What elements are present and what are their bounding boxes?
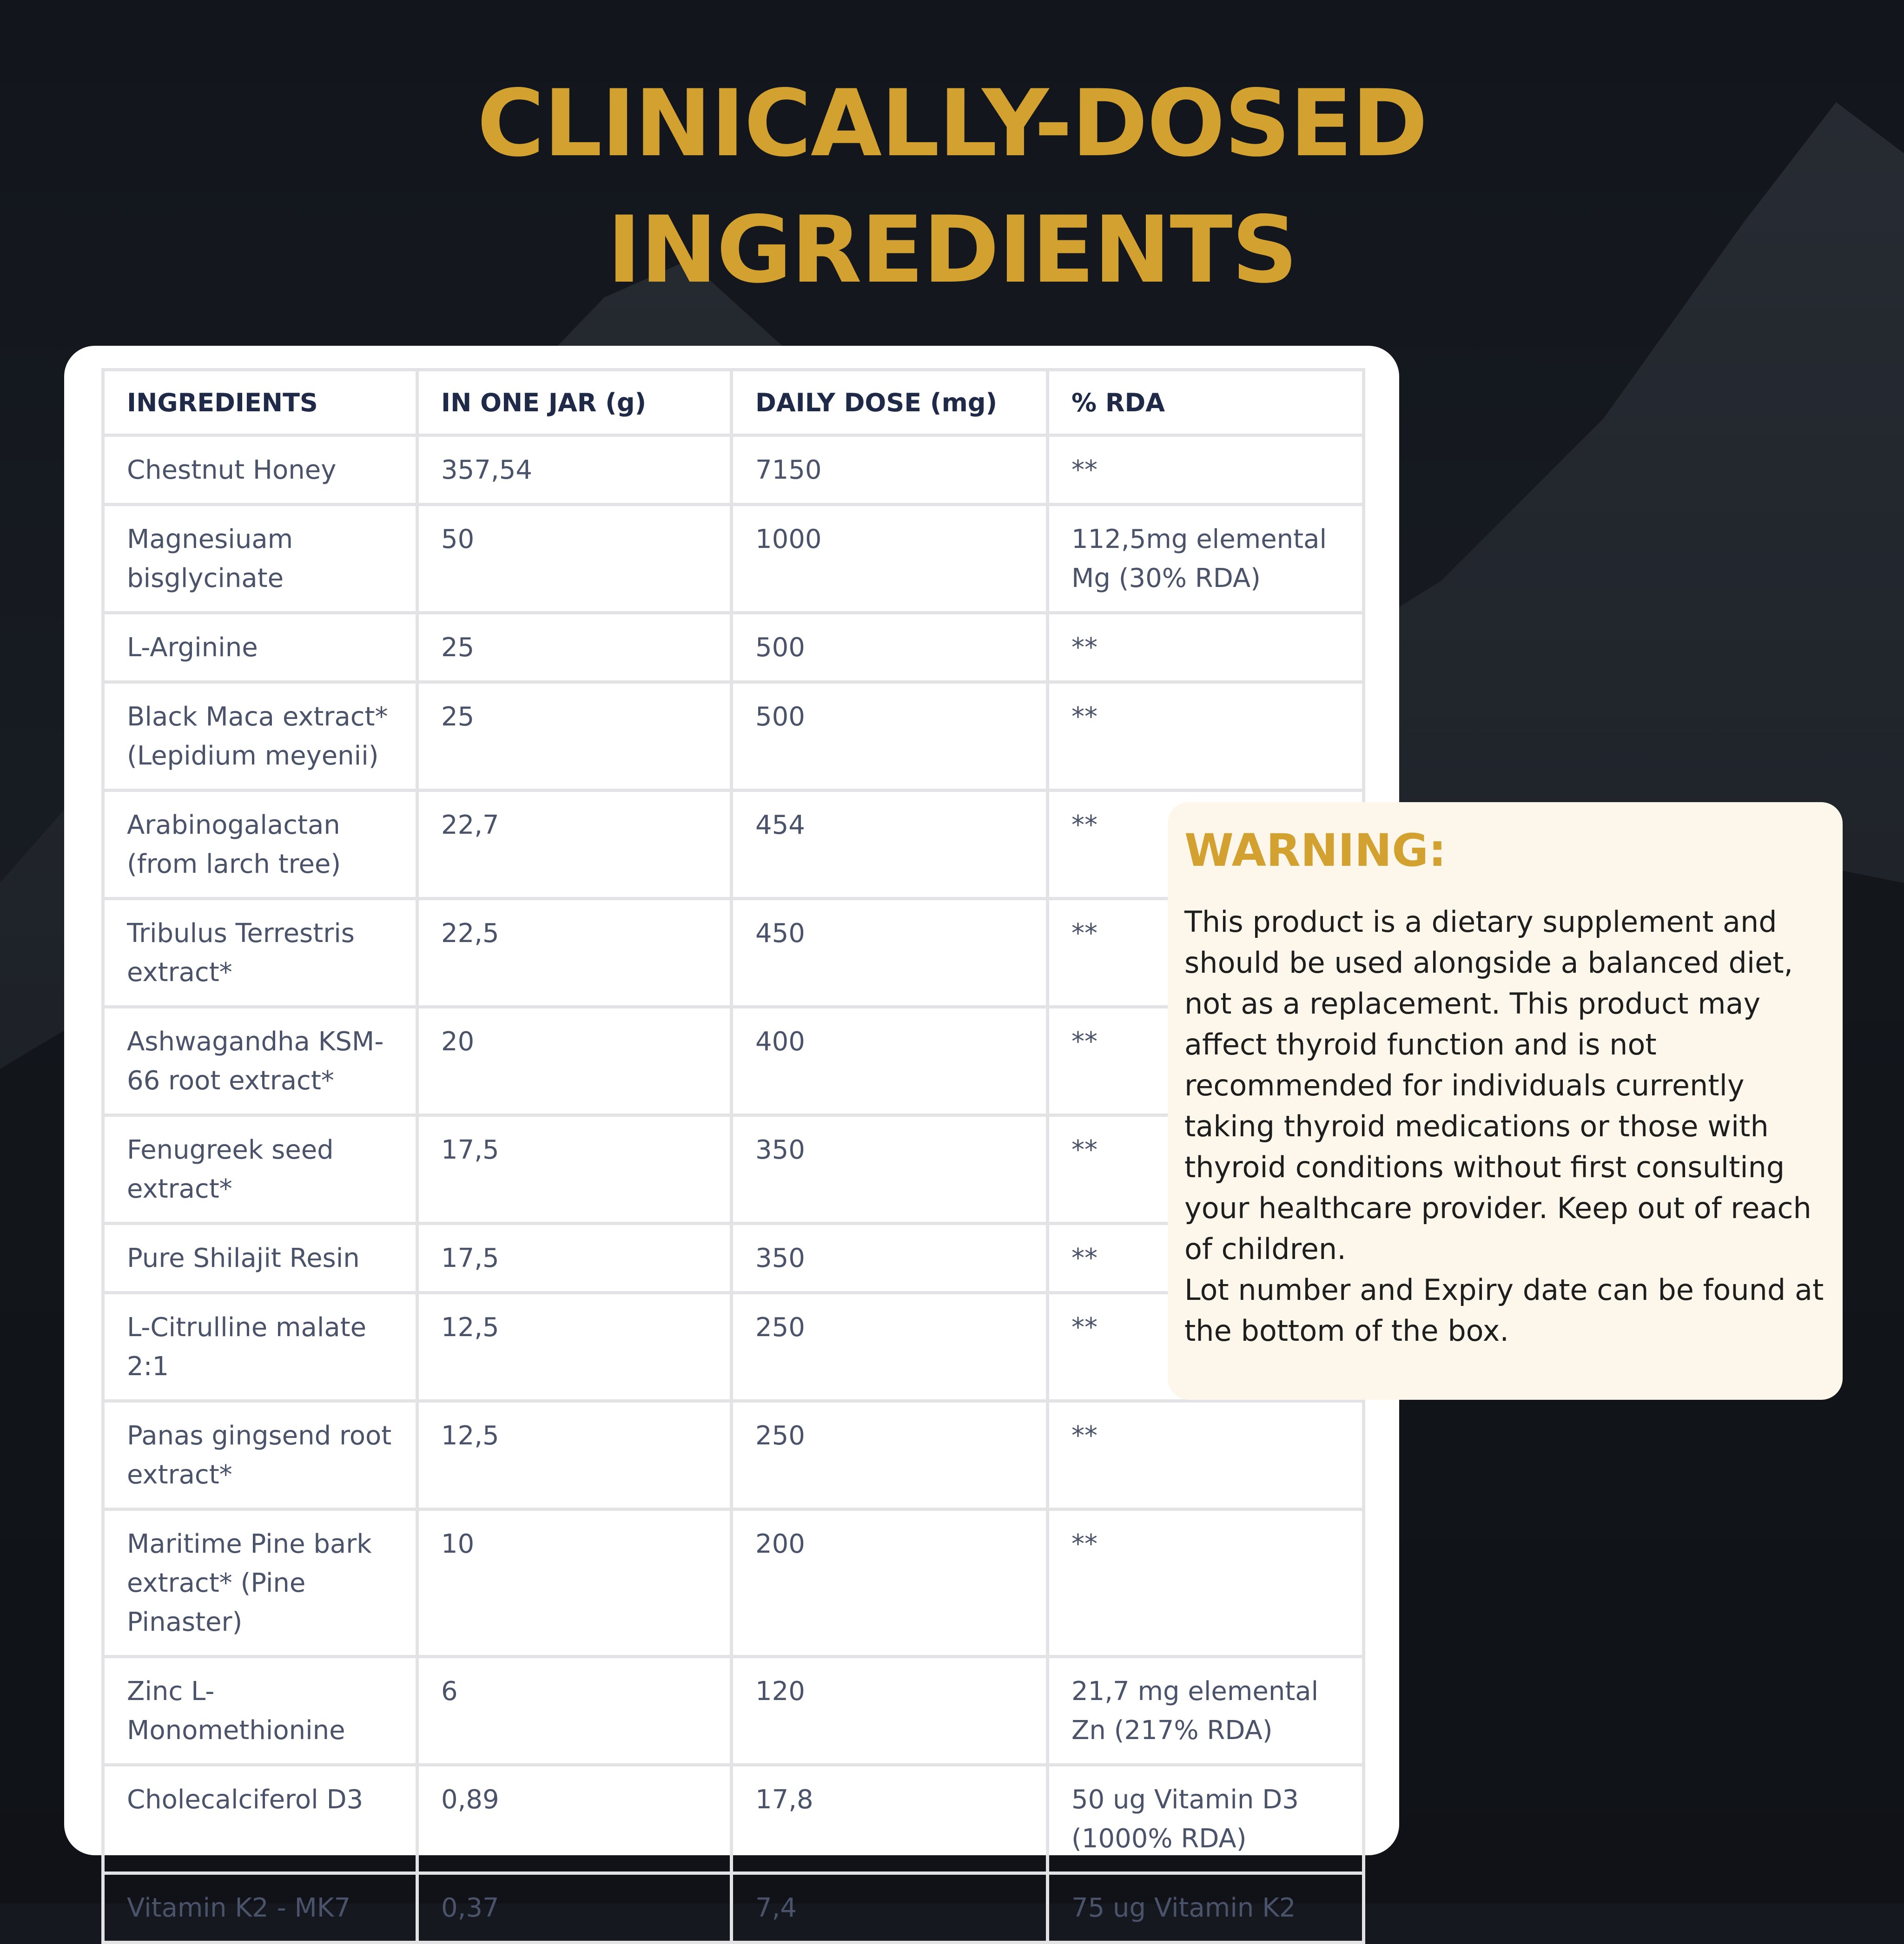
jar-amount: 6 xyxy=(417,1657,732,1765)
rda-value: ** xyxy=(1048,1224,1364,1293)
header-daily-dose: DAILY DOSE (mg) xyxy=(732,370,1048,435)
header-ingredients: INGREDIENTS xyxy=(103,370,417,435)
ingredient-name: Arabinogalactan (from larch tree) xyxy=(103,791,417,899)
ingredient-name: L-Citrulline malate 2:1 xyxy=(103,1293,417,1401)
rda-value: ** xyxy=(1048,1115,1364,1224)
table-row xyxy=(103,1873,1364,1943)
table-row xyxy=(103,435,1364,505)
ingredient-name: Fenugreek seed extract* xyxy=(103,1115,417,1224)
table-row xyxy=(103,682,1364,791)
table-header-row xyxy=(103,370,1364,435)
jar-amount: 12,5 xyxy=(417,1401,732,1509)
warning-title: WARNING: xyxy=(1184,824,1447,876)
rda-value: ** xyxy=(1048,435,1364,505)
daily-dose: 1000 xyxy=(732,505,1048,613)
daily-dose: 7150 xyxy=(732,435,1048,505)
ingredient-name: L-Arginine xyxy=(103,613,417,682)
daily-dose: 250 xyxy=(732,1401,1048,1509)
table-row xyxy=(103,1657,1364,1765)
title-line-1: CLINICALLY-DOSED xyxy=(477,70,1427,177)
rda-value: ** xyxy=(1048,682,1364,791)
rda-value: ** xyxy=(1048,613,1364,682)
jar-amount: 22,7 xyxy=(417,791,732,899)
jar-amount: 25 xyxy=(417,613,732,682)
title-line-2: INGREDIENTS xyxy=(607,196,1297,303)
daily-dose: 454 xyxy=(732,791,1048,899)
ingredient-name: Ashwagandha KSM-66 root extract* xyxy=(103,1007,417,1115)
ingredient-name: Zinc L-Monomethionine xyxy=(103,1657,417,1765)
rda-value: ** xyxy=(1048,1007,1364,1115)
jar-amount: 0,89 xyxy=(417,1765,732,1873)
rda-value: 50 ug Vitamin D3 (1000% RDA) xyxy=(1048,1765,1364,1873)
ingredient-name: Panas gingsend root extract* xyxy=(103,1401,417,1509)
rda-value: ** xyxy=(1048,1401,1364,1509)
ingredient-name: Tribulus Terrestris extract* xyxy=(103,899,417,1007)
daily-dose: 400 xyxy=(732,1007,1048,1115)
jar-amount: 25 xyxy=(417,682,732,791)
warning-box xyxy=(1168,802,1843,1400)
jar-amount: 22,5 xyxy=(417,899,732,1007)
ingredient-name: Vitamin K2 - MK7 xyxy=(103,1873,417,1943)
rda-value: 75 ug Vitamin K2 xyxy=(1048,1873,1364,1943)
ingredient-name: Maritime Pine bark extract* (Pine Pinaster) xyxy=(103,1509,417,1657)
jar-amount: 50 xyxy=(417,505,732,613)
jar-amount: 17,5 xyxy=(417,1115,732,1224)
warning-body: This product is a dietary supplement and should be used alongside a balanced diet, not as a replacement. This product may affect thyroid function and is not recommended for individuals currently taking thyroid medications or those with thyroid conditions without first consulting your healthcare provider. Keep out of reach of children. xyxy=(1184,905,1811,1266)
jar-amount: 357,54 xyxy=(417,435,732,505)
header-in-one-jar: IN ONE JAR (g) xyxy=(417,370,732,435)
rda-value: ** xyxy=(1048,1293,1364,1401)
daily-dose: 350 xyxy=(732,1224,1048,1293)
daily-dose: 250 xyxy=(732,1293,1048,1401)
daily-dose: 120 xyxy=(732,1657,1048,1765)
rda-value: ** xyxy=(1048,899,1364,1007)
daily-dose: 500 xyxy=(732,682,1048,791)
jar-amount: 17,5 xyxy=(417,1224,732,1293)
table-row xyxy=(103,1509,1364,1657)
daily-dose: 350 xyxy=(732,1115,1048,1224)
page-title xyxy=(0,60,1904,313)
rda-value: 112,5mg elemental Mg (30% RDA) xyxy=(1048,505,1364,613)
table-row xyxy=(103,1765,1364,1873)
rda-value: ** xyxy=(1048,1509,1364,1657)
ingredient-name: Chestnut Honey xyxy=(103,435,417,505)
jar-amount: 0,37 xyxy=(417,1873,732,1943)
table-row xyxy=(103,613,1364,682)
jar-amount: 10 xyxy=(417,1509,732,1657)
ingredient-name: Magnesiuam bisglycinate xyxy=(103,505,417,613)
warning-footer: Lot number and Expiry date can be found at the bottom of the box. xyxy=(1184,1273,1824,1348)
jar-amount: 20 xyxy=(417,1007,732,1115)
rda-value: 21,7 mg elemental Zn (217% RDA) xyxy=(1048,1657,1364,1765)
daily-dose: 200 xyxy=(732,1509,1048,1657)
daily-dose: 17,8 xyxy=(732,1765,1048,1873)
jar-amount: 12,5 xyxy=(417,1293,732,1401)
ingredient-name: Black Maca extract* (Lepidium meyenii) xyxy=(103,682,417,791)
rda-value: ** xyxy=(1048,791,1364,899)
daily-dose: 7,4 xyxy=(732,1873,1048,1943)
daily-dose: 500 xyxy=(732,613,1048,682)
ingredient-name: Cholecalciferol D3 xyxy=(103,1765,417,1873)
table-row xyxy=(103,505,1364,613)
daily-dose: 450 xyxy=(732,899,1048,1007)
ingredient-name: Pure Shilajit Resin xyxy=(103,1224,417,1293)
header-rda: % RDA xyxy=(1048,370,1364,435)
table-row xyxy=(103,1401,1364,1509)
